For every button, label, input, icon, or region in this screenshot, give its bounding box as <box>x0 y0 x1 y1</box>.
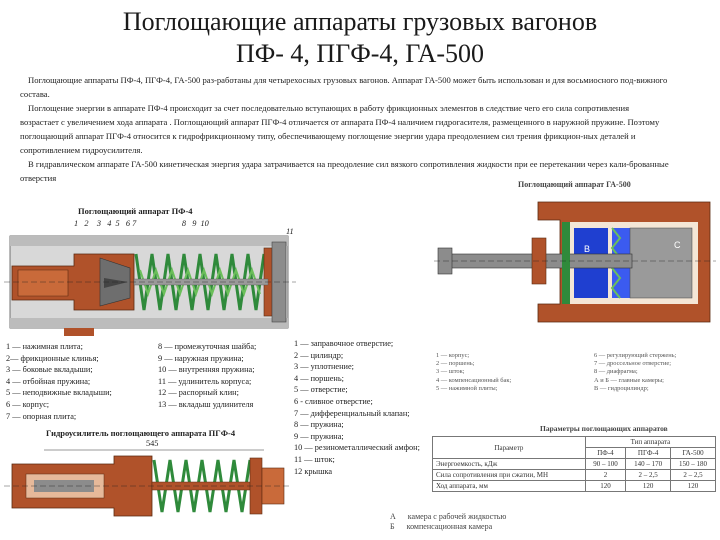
ga500-side-legend-left <box>436 352 511 393</box>
table-cell: 150 – 180 <box>671 459 716 470</box>
table-cell: Сила сопротивления при сжатии, МН <box>433 470 586 481</box>
ga500-legend-item: 8 — пружина; <box>294 420 344 430</box>
ga500-side-legend-item: 4 — компенсационный бак; <box>436 376 512 384</box>
params-header-group: Тип аппарата <box>585 437 715 448</box>
hydro-drawing <box>4 446 292 526</box>
pf4-legend-item: 3 — боковые вкладыши; <box>6 365 93 375</box>
pf4-legend-item: 4 — отбойная пружина; <box>6 376 91 386</box>
table-cell: Ход аппарата, мм <box>433 481 586 492</box>
pf4-legend-item: 6 — корпус; <box>6 399 50 409</box>
ga500-legend-item: 4 — поршень; <box>294 373 344 383</box>
ga500-legend <box>294 338 420 477</box>
table-cell: 140 – 170 <box>626 459 671 470</box>
ga500-legend-item: 9 — пружина; <box>294 431 344 441</box>
pf4-legend-item: 10 — внутренняя пружина; <box>158 365 255 375</box>
ga500-side-legend-item: В — гидроцилиндр; <box>594 384 649 392</box>
chamber-text: компенсационная камера <box>406 522 493 531</box>
ga500-side-legend-item: 3 — шток; <box>436 368 465 376</box>
hydro-caption: Гидроусилитель поглощающего аппарата ПГФ-4 <box>46 428 236 438</box>
chamber-text: камера с рабочей жидкостью <box>407 512 507 521</box>
ga500-side-legend-right <box>594 352 676 393</box>
ga500-letter-c: C <box>674 240 681 250</box>
page-title-line2: ПФ- 4, ПГФ-4, ГА-500 <box>235 39 485 68</box>
pf4-legend-left <box>6 341 112 422</box>
pf4-legend-item: 8 — промежуточная шайба; <box>158 342 257 351</box>
chamber-letter: Б <box>390 522 395 531</box>
ga500-legend-item: 2 — цилиндр; <box>294 350 344 360</box>
ga500-letter-b: B <box>584 244 591 254</box>
table-cell: 2 – 2,5 <box>626 470 671 481</box>
ga500-legend-item: 5 — отверстие; <box>294 385 348 395</box>
ga500-side-legend-item: А и Б — главные камеры; <box>594 376 664 384</box>
table-cell: 2 <box>585 470 625 481</box>
pf4-legend-item: 7 — опорная плита; <box>6 411 77 421</box>
ga500-legend-item: 1 — заправочное отверстие; <box>294 339 394 348</box>
table-cell: 120 <box>585 481 625 492</box>
chamber-notes <box>390 512 506 532</box>
table-row <box>433 481 716 492</box>
ga500-side-legend-item: 5 — нажимной плиты; <box>436 384 498 392</box>
paragraph-3: В гидравлическом аппарате ГА-500 кинетическая энергия удара затрачивается на преодоление сил вязкого сопротивления жидкости при ее перетекании через кали-брованные отверстия <box>20 159 669 183</box>
table-row <box>433 470 716 481</box>
pf4-legend-item: 2— фрикционные клинья; <box>6 353 99 363</box>
params-caption: Параметры поглощающих аппаратов <box>540 424 668 433</box>
pf4-legend-item: 13 — вкладыш удлинителя <box>158 399 254 409</box>
ga500-side-legend-item: 8 — диафрагма; <box>594 368 638 376</box>
pf4-legend-item: 1 — нажимная плита; <box>6 342 83 351</box>
table-cell: 90 – 100 <box>585 459 625 470</box>
params-header-type: ПФ-4 <box>585 448 625 459</box>
table-cell: 2 – 2,5 <box>671 470 716 481</box>
pf4-caption: Поглощающий аппарат ПФ-4 <box>78 206 193 216</box>
params-table <box>432 436 716 492</box>
ga500-legend-item: 12 крышка <box>294 466 333 476</box>
pf4-legend-item: 11 — удлинитель корпуса; <box>158 376 252 386</box>
ga500-legend-item: 11 — шток; <box>294 454 335 464</box>
params-header-param: Параметр <box>433 437 586 459</box>
page-title-line1: Поглощающие аппараты грузовых вагонов <box>122 7 598 36</box>
pf4-legend-right <box>158 341 256 411</box>
paragraph-1: Поглощающие аппараты ПФ-4, ПГФ-4, ГА-500 раз-работаны для четырехосных грузовых вагонов. Аппарат ГА-500 может быть использован и для восьмиосного под-вижного состава. <box>20 75 668 99</box>
ga500-legend-item: 7 — дифференциальный клапан; <box>294 408 410 418</box>
ga500-drawing <box>434 192 716 346</box>
pf4-number-labels: 1 2 3 4 5 6 7 8 9 10 <box>74 219 209 228</box>
table-cell: 120 <box>671 481 716 492</box>
intro-text <box>20 73 670 185</box>
chamber-letter: А <box>390 512 396 521</box>
table-cell: 120 <box>626 481 671 492</box>
table-cell: Энергоемкость, кДж <box>433 459 586 470</box>
hydro-dimension: 545 <box>146 439 159 448</box>
table-row <box>433 459 716 470</box>
pf4-legend-item: 12 — распорный клин; <box>158 388 239 398</box>
ga500-legend-item: 6 - сливное отверстие; <box>294 396 373 406</box>
paragraph-2: Поглощение энергии в аппарате ПФ-4 происходит за счет последовательно вступающих в работу фрикционных элементов в следствие чего его сила сопротивления возрастает с увеличением хода аппарата . Поглощающий аппарат ПГФ-4 отличается от аппарата ПФ-4 наличием гидрогасителя, размещенного в наружной пружине. Поэтому поглощающий аппарат ПГФ-4 относится к гидрофрикционному типу, обеспечивающему поглощение энергии удара преодолением сил трения фрикцион-ных деталей и сопротивлением гидроусилителя. <box>20 103 660 155</box>
params-header-type: ПГФ-4 <box>626 448 671 459</box>
ga500-caption: Поглощающий аппарат ГА-500 <box>518 180 631 189</box>
ga500-legend-item: 10 — резинометаллический амфон; <box>294 443 420 453</box>
params-header-type: ГА-500 <box>671 448 716 459</box>
ga500-side-legend-item: 1 — корпус; <box>436 352 470 359</box>
pf4-label-11: 11 <box>286 227 294 236</box>
ga500-side-legend-item: 7 — дроссельное отверстие; <box>594 360 671 368</box>
pf4-legend-item: 5 — неподвижные вкладыши; <box>6 388 112 398</box>
ga500-side-legend-item: 6 — регулирующий стержень; <box>594 352 677 359</box>
ga500-side-legend-item: 2 — поршень; <box>436 360 475 368</box>
ga500-legend-item: 3 — уплотнение; <box>294 362 354 372</box>
pf4-drawing <box>4 228 296 338</box>
pf4-legend-item: 9 — наружная пружина; <box>158 353 244 363</box>
